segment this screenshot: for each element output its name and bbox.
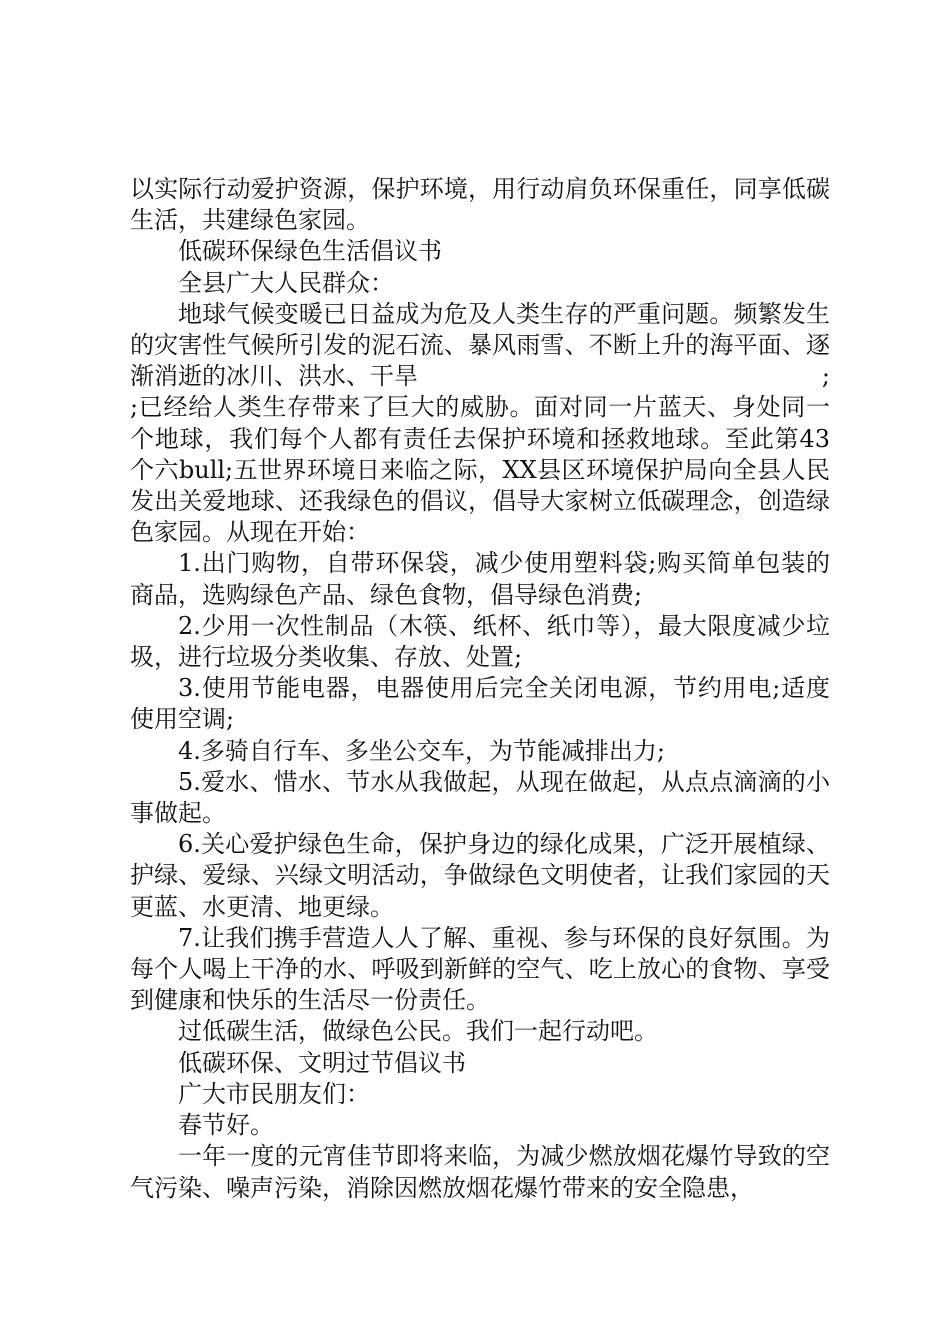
greeting-text: 春节好。 (178, 1111, 274, 1140)
paragraph-text: 地球气候变暖已日益成为危及人类生存的严重问题。频繁发生的灾害性气候所引发的泥石流、暴风雨雪、不断上升的海平面、逐渐消逝的冰川、洪水、干旱 (130, 299, 830, 391)
list-item-text: 3.使用节能电器，电器使用后完全关闭电源，节约用电;适度使用空调; (130, 674, 830, 734)
list-item-4 (130, 736, 830, 767)
list-item-6 (130, 829, 830, 923)
paragraph-lantern-festival (130, 1141, 830, 1203)
section-title-text: 低碳环保绿色生活倡议书 (178, 237, 442, 266)
paragraph-opening (130, 174, 830, 236)
list-item-text: 5.爱水、惜水、节水从我做起，从现在做起，从点点滴滴的小事做起。 (130, 767, 830, 828)
paragraph-climate-part-b (130, 392, 830, 548)
greeting (130, 1110, 830, 1141)
salutation-county (130, 268, 830, 299)
salutation-text: 全县广大人民群众： (178, 268, 394, 297)
closing-call (130, 1016, 830, 1047)
paragraph-climate (130, 299, 830, 549)
paragraph-text: 以实际行动爱护资源，保护环境，用行动肩负环保重任，同享低碳生活，共建绿色家园。 (130, 175, 830, 235)
list-item-5 (130, 767, 830, 829)
list-item-text: 2.少用一次性制品（木筷、纸杯、纸巾等），最大限度减少垃圾，进行垃圾分类收集、存放、处置; (130, 611, 830, 672)
list-item-text: 7.让我们携手营造人人了解、重视、参与环保的良好氛围。为每个人喝上干净的水、呼吸到新鲜的空气、吃上放心的食物、享受到健康和快乐的生活尽一份责任。 (130, 923, 830, 1015)
paragraph-text: ;已经给人类生存带来了巨大的威胁。面对同一片蓝天、身处同一个地球，我们每个人都有责任去保护环境和拯救地球。至此第43个六bull;五世界环境日来临之际，XX县区环境保护局向全县人民发出关爱地球、还我绿色的倡议，倡导大家树立低碳理念，创造绿色家园。从现在开始： (130, 393, 830, 547)
section-title-festival (130, 1048, 830, 1079)
list-item-1 (130, 548, 830, 610)
closing-text: 过低碳生活，做绿色公民。我们一起行动吧。 (178, 1017, 658, 1046)
list-item-text: 6.关心爱护绿色生命，保护身边的绿化成果，广泛开展植绿、护绿、爱绿、兴绿文明活动，争做绿色文明使者，让我们家园的天更蓝、水更清、地更绿。 (130, 830, 830, 921)
salutation-citizens (130, 1079, 830, 1110)
list-item-2 (130, 611, 830, 673)
list-item-7 (130, 923, 830, 1017)
section-title-green-life (130, 236, 830, 267)
paragraph-climate-part-a (130, 299, 830, 393)
paragraph-text: 一年一度的元宵佳节即将来临，为减少燃放烟花爆竹导致的空气污染、噪声污染，消除因燃放烟花爆竹带来的安全隐患， (130, 1142, 830, 1202)
document-body (130, 174, 830, 1204)
section-title-text: 低碳环保、文明过节倡议书 (178, 1048, 466, 1077)
salutation-text: 广大市民朋友们： (178, 1079, 370, 1108)
list-item-3 (130, 673, 830, 735)
list-item-text: 1.出门购物，自带环保袋，减少使用塑料袋;购买简单包装的商品，选购绿色产品、绿色食物，倡导绿色消费; (130, 549, 830, 609)
semicolon-right: ; (821, 362, 830, 391)
list-item-text: 4.多骑自行车、多坐公交车，为节能减排出力; (178, 736, 665, 765)
